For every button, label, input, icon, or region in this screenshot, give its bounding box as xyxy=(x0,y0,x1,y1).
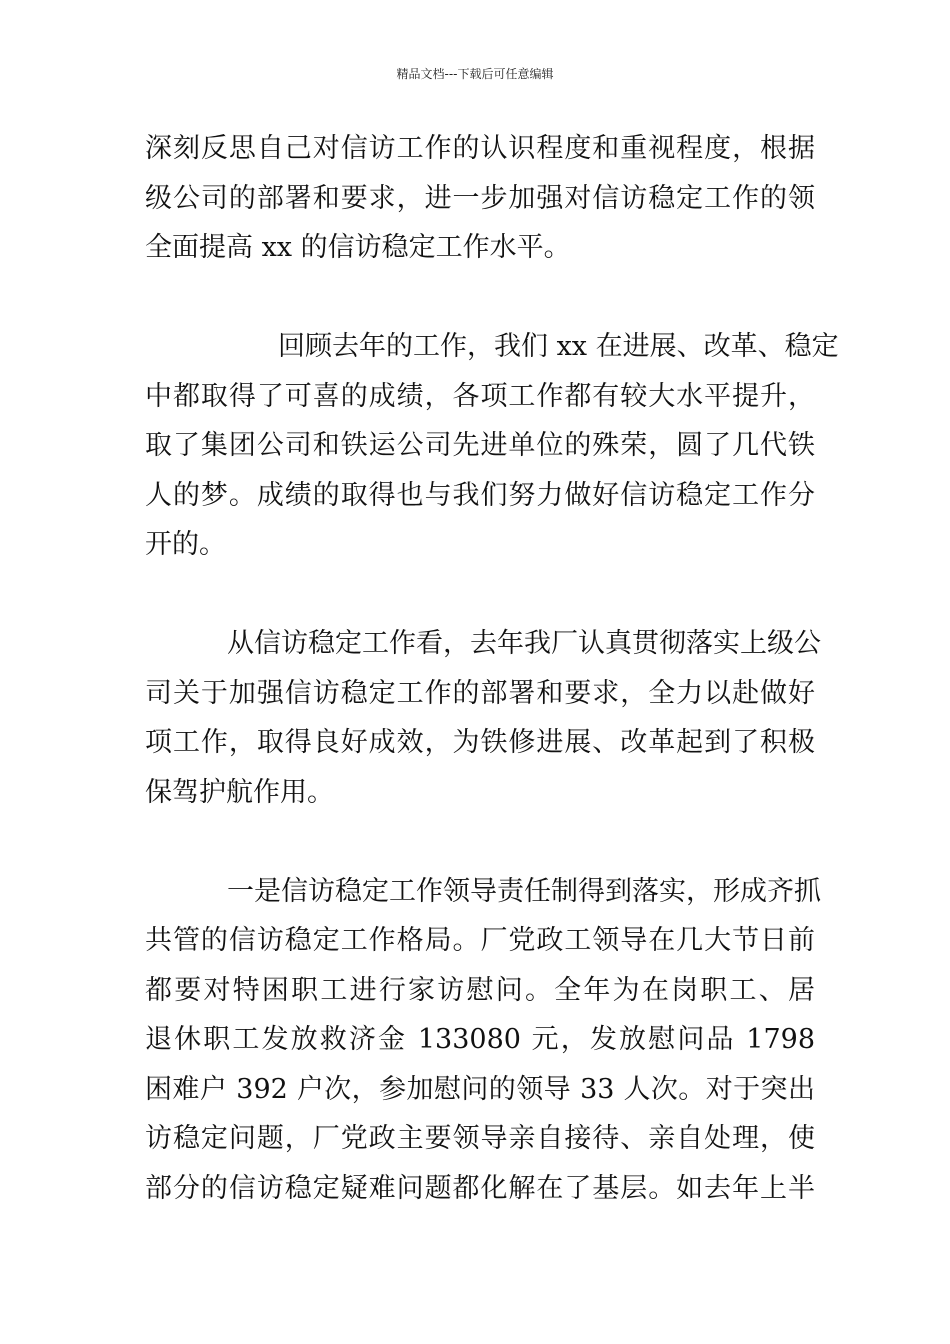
text-line: 都要对特困职工进行家访慰问。全年为在岗职工、居 xyxy=(145,974,815,1006)
text-line: 保驾护航作用。 xyxy=(145,776,334,808)
text-line: 全面提高 xx 的信访稳定工作水平。 xyxy=(145,232,571,263)
paragraph-2 xyxy=(145,322,839,570)
text-line: 困难户 392 户次，参加慰问的领导 33 人次。对于突出 xyxy=(145,1073,815,1105)
text-line: 深刻反思自己对信访工作的认识程度和重视程度，根据 xyxy=(145,133,815,164)
page-header: 精品文档---下载后可任意编辑 xyxy=(396,67,554,81)
text-line: 级公司的部署和要求，进一步加强对信访稳定工作的领 xyxy=(145,182,815,214)
text-line: 司关于加强信访稳定工作的部署和要求，全力以赴做好 xyxy=(145,677,815,709)
paragraph-1 xyxy=(145,124,815,273)
text-line: 访稳定问题，厂党政主要领导亲自接待、亲自处理，使 xyxy=(145,1123,815,1154)
text-line: 人的梦。成绩的取得也与我们努力做好信访稳定工作分 xyxy=(145,479,815,511)
text-line: 开的。 xyxy=(145,529,226,560)
text-line: 共管的信访稳定工作格局。厂党政工领导在几大节日前 xyxy=(145,925,815,956)
paragraph-3 xyxy=(145,619,821,817)
paragraph-4 xyxy=(145,867,821,1214)
text-line: 中都取得了可喜的成绩，各项工作都有较大水平提升， xyxy=(145,380,815,412)
text-line: 从信访稳定工作看，去年我厂认真贯彻落实上级公 xyxy=(227,628,821,659)
text-line: 取了集团公司和铁运公司先进单位的殊荣，圆了几代铁 xyxy=(145,430,815,461)
text-line: 部分的信访稳定疑难问题都化解在了基层。如去年上半 xyxy=(145,1172,815,1204)
text-line: 回顾去年的工作，我们 xx 在进展、改革、稳定 xyxy=(278,331,839,362)
document-body xyxy=(145,124,839,1213)
text-line: 一是信访稳定工作领导责任制得到落实，形成齐抓 xyxy=(227,875,821,907)
text-line: 退休职工发放救济金 133080 元，发放慰问品 1798 xyxy=(145,1024,815,1055)
text-line: 项工作，取得良好成效，为铁修进展、改革起到了积极 xyxy=(145,727,815,758)
